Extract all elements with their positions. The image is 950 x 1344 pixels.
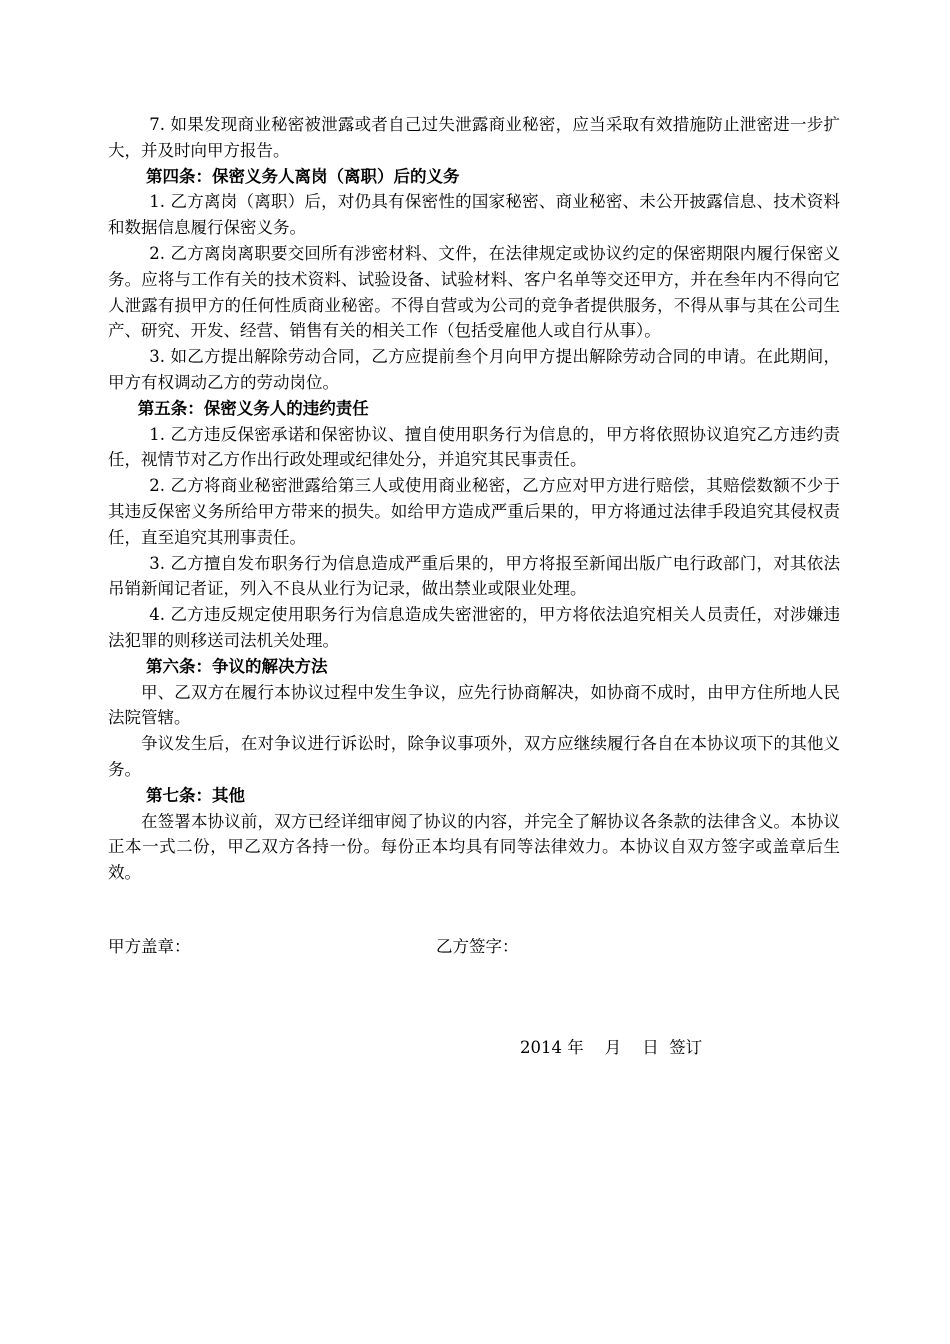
section5-item4: 4. 乙方违反规定使用职务行为信息造成失密泄密的，甲方将依法追究相关人员责任，对涉嫌违法犯罪的则移送司法机关处理。 bbox=[108, 605, 840, 650]
section6-paragraph1: 甲、乙双方在履行本协议过程中发生争议，应先行协商解决，如协商不成时，由甲方住所地人民法院管辖。 bbox=[108, 682, 840, 728]
section6-heading: 第六条：争议的解决方法 bbox=[145, 656, 328, 676]
section6-paragraph2: 争议发生后，在对争议进行诉讼时，除争议事项外，双方应继续履行各自在本协议项下的其他义务。 bbox=[108, 734, 840, 779]
section3-item7: 7. 如果发现商业秘密被泄露或者自己过失泄露商业秘密，应当采取有效措施防止泄密进一步扩大，并及时向甲方报告。 bbox=[108, 115, 840, 160]
section4-item3: 3. 如乙方提出解除劳动合同，乙方应提前叁个月向甲方提出解除劳动合同的申请。在此期间，甲方有权调动乙方的劳动岗位。 bbox=[108, 347, 840, 392]
section7-heading: 第七条：其他 bbox=[145, 785, 245, 805]
section5-heading: 第五条：保密义务人的违约责任 bbox=[137, 398, 369, 418]
section5-item3: 3. 乙方擅自发布职务行为信息造成严重后果的，甲方将报至新闻出版广电行政部门，对其依法吊销新闻记者证，列入不良从业行为记录，做出禁业或限业处理。 bbox=[108, 553, 840, 599]
signing-date: 2014 年 月 日 签订 bbox=[520, 1038, 703, 1057]
section7-paragraph1: 在签署本协议前，双方已经详细审阅了协议的内容，并完全了解协议各条款的法律含义。本协议正本一式二份，甲乙双方各持一份。每份正本均具有同等法律效力。本协议自双方签字或盖章后生效。 bbox=[108, 811, 840, 883]
party-b-signature-label: 乙方签字： bbox=[436, 937, 519, 956]
section4-item1: 1. 乙方离岗（离职）后，对仍具有保密性的国家秘密、商业秘密、未公开披露信息、技术资料和数据信息履行保密义务。 bbox=[108, 192, 840, 238]
section5-item1: 1. 乙方违反保密承诺和保密协议、擅自使用职务行为信息的，甲方将依照协议追究乙方违约责任，视情节对乙方作出行政处理或纪律处分，并追究其民事责任。 bbox=[108, 424, 840, 470]
section5-item2: 2. 乙方将商业秘密泄露给第三人或使用商业秘密，乙方应对甲方进行赔偿，其赔偿数额不少于其违反保密义务所给甲方带来的损失。如给甲方造成严重后果的，甲方将通过法律手段追究其侵权责任，直至追究其刑事责任。 bbox=[108, 476, 840, 547]
section4-heading: 第四条：保密义务人离岗（离职）后的义务 bbox=[145, 166, 460, 186]
party-a-seal-label: 甲方盖章： bbox=[108, 937, 191, 956]
section4-item2: 2. 乙方离岗离职要交回所有涉密材料、文件，在法律规定或协议约定的保密期限内履行保密义务。应将与工作有关的技术资料、试验设备、试验材料、客户名单等交还甲方，并在叁年内不得向它人泄露有损甲方的任何性质商业秘密。不得自营或为公司的竞争者提供服务，不得从事与其在公司生产、研究、开发、经营、销售有关的相关工作（包括受雇他人或自行从事）。 bbox=[108, 243, 840, 341]
agreement-body bbox=[108, 112, 840, 886]
